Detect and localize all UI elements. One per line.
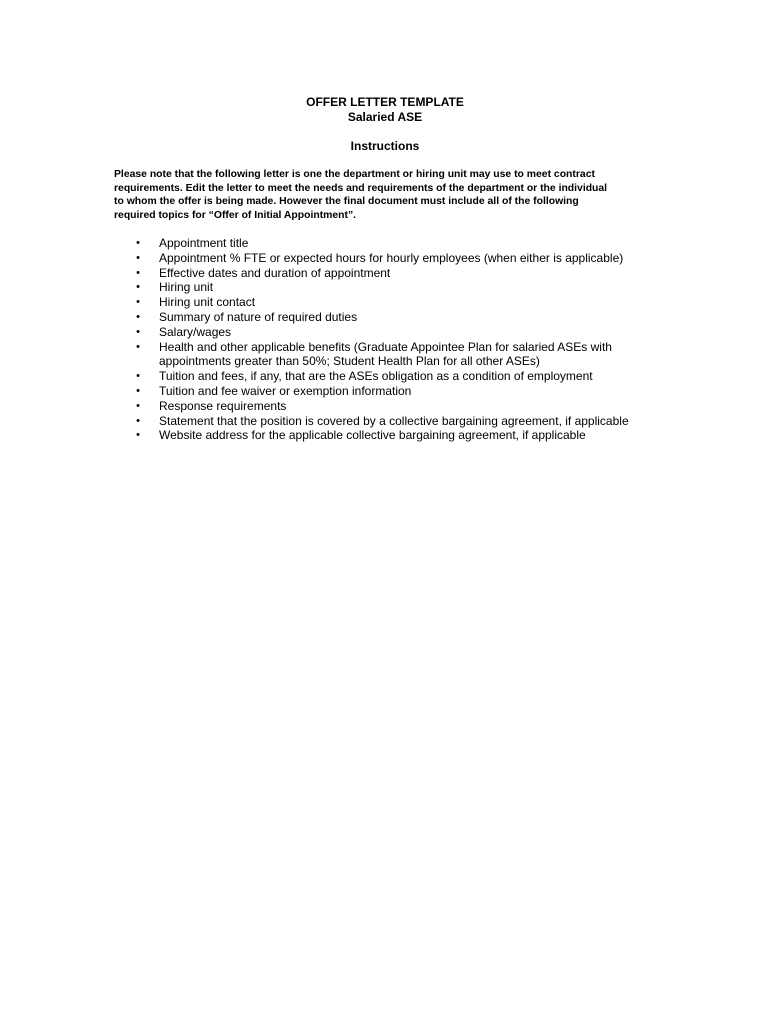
list-item-text: Hiring unit contact xyxy=(159,295,256,310)
bullet-icon: • xyxy=(136,251,140,264)
bullet-icon: • xyxy=(136,310,140,323)
bullet-icon: • xyxy=(136,370,140,383)
list-item-text: Summary of nature of required duties xyxy=(159,309,358,324)
bullet-icon: • xyxy=(136,296,140,309)
required-topics-list xyxy=(131,236,671,443)
list-item-text: Tuition and fee waiver or exemption information xyxy=(159,383,412,398)
list-item-text: Appointment title xyxy=(159,236,249,250)
bullet-icon: • xyxy=(136,429,140,442)
list-item xyxy=(131,295,671,310)
list-item xyxy=(131,384,671,399)
list-item-text: Health and other applicable benefits (Graduate Appointee Plan for salaried ASEs with appointments greater than 50%; Student Health Plan for all other ASEs) xyxy=(159,339,612,369)
bullet-icon: • xyxy=(136,414,140,427)
list-item-text: Tuition and fees, if any, that are the ASEs obligation as a condition of employment xyxy=(159,369,593,384)
list-item-text: Appointment % FTE or expected hours for hourly employees (when either is applicable) xyxy=(159,250,624,265)
bullet-icon: • xyxy=(136,281,140,294)
list-item xyxy=(131,369,671,384)
list-item xyxy=(131,399,671,414)
list-item xyxy=(131,340,671,370)
bullet-icon: • xyxy=(136,340,140,353)
list-item-text: Salary/wages xyxy=(159,324,232,339)
list-item xyxy=(131,428,671,443)
document-subtitle: Salaried ASE xyxy=(347,110,423,124)
list-item-text: Website address for the applicable collective bargaining agreement, if applicable xyxy=(159,428,586,443)
list-item xyxy=(131,310,671,325)
instructions-heading: Instructions xyxy=(350,139,420,153)
list-item xyxy=(131,251,671,266)
list-item-text: Statement that the position is covered by a collective bargaining agreement, if applicable xyxy=(159,413,629,428)
bullet-icon: • xyxy=(136,325,140,338)
list-item xyxy=(131,280,671,295)
list-item-text: Hiring unit xyxy=(159,280,214,295)
list-item xyxy=(131,414,671,429)
list-item xyxy=(131,266,671,281)
bullet-icon: • xyxy=(136,399,140,412)
list-item xyxy=(131,325,671,340)
list-item-text: Effective dates and duration of appointment xyxy=(159,265,391,280)
bullet-icon: • xyxy=(136,237,140,249)
bullet-icon: • xyxy=(136,266,140,279)
document-title: OFFER LETTER TEMPLATE xyxy=(306,95,464,109)
intro-paragraph: Please note that the following letter is one the department or hiring unit may use to meet contract requirements. Edit the letter to meet the needs and requirements of the department or the individual to whom the offer is being made. However the final document must include all of the following required topics for “Offer of Initial Appointment”. xyxy=(114,169,608,221)
list-item xyxy=(131,236,671,251)
bullet-icon: • xyxy=(136,384,140,397)
list-item-text: Response requirements xyxy=(159,398,287,413)
